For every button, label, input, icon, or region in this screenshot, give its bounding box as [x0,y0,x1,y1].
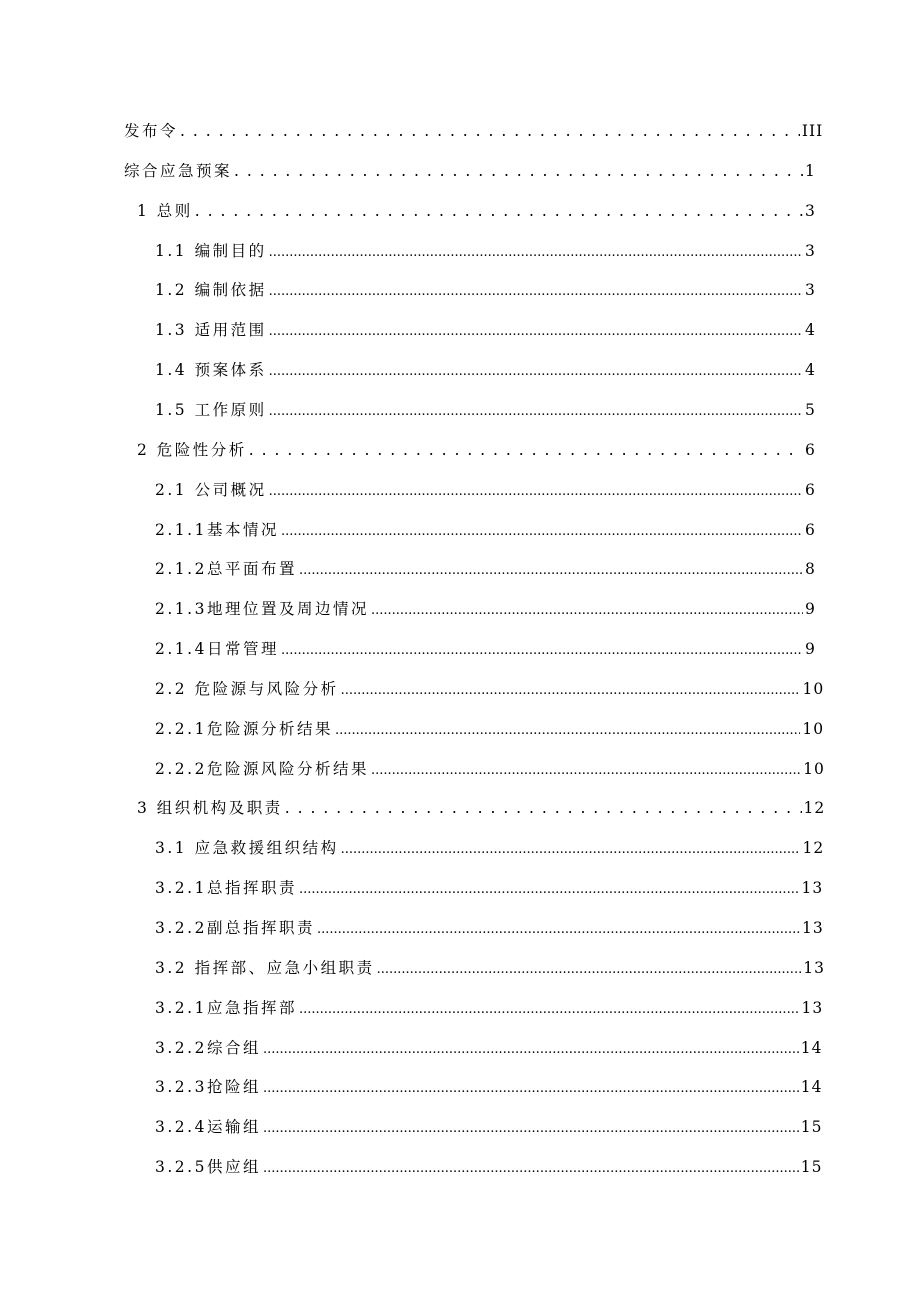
toc-dot-leader [263,1155,799,1181]
toc-dot-leader [285,796,802,820]
toc-entry-page-number: 9 [805,600,816,619]
toc-entry-page-number: 13 [803,958,826,977]
toc-dot-leader [377,956,802,982]
toc-entry[interactable] [155,996,824,1022]
toc-entry[interactable] [155,478,816,504]
toc-dot-leader [263,1115,799,1141]
toc-entry-label: 3.2.1总指挥职责 [155,879,297,898]
toc-entry-page-number: 15 [800,1118,823,1137]
toc-entry[interactable] [155,1115,823,1141]
toc-entry-label: 1 总则 [137,201,193,220]
toc-entry-label: 3.2.5供应组 [155,1158,261,1177]
toc-entry[interactable] [155,916,824,942]
toc-dot-leader [299,557,803,583]
toc-dot-leader [180,119,800,143]
toc-entry-page-number: 3 [805,241,816,260]
toc-dot-leader [299,996,800,1022]
toc-entry-label: 2 危险性分析 [137,440,247,459]
toc-dot-leader [281,637,803,663]
toc-entry[interactable] [124,159,816,183]
toc-dot-leader [269,239,803,265]
toc-entry-page-number: 10 [803,759,825,778]
toc-dot-leader [299,876,800,902]
toc-dot-leader [269,278,803,304]
toc-entry-label: 3.2.2副总指挥职责 [155,919,315,937]
toc-entry[interactable] [155,1155,823,1181]
toc-entry-label: 2.1.1基本情况 [155,520,279,539]
toc-entry[interactable] [155,717,825,743]
toc-entry-label: 1.5 工作原则 [155,400,267,419]
toc-entry-page-number: 3 [805,281,816,300]
toc-entry-page-number: 4 [805,321,816,340]
toc-entry-label: 发布令 [124,122,179,140]
toc-entry[interactable] [155,956,826,982]
toc-entry-label: 2.2.2危险源风险分析结果 [155,759,369,778]
toc-entry-label: 3.2.1应急指挥部 [155,998,297,1017]
toc-entry-label: 3.2.4运输组 [155,1118,261,1137]
toc-entry-label: 1.3 适用范围 [155,321,267,340]
toc-entry[interactable] [155,518,816,544]
toc-entry-label: 2.1.3地理位置及周边情况 [155,600,369,619]
toc-entry[interactable] [155,637,816,663]
toc-entry-label: 2.1 公司概况 [155,480,267,499]
toc-entry[interactable] [155,557,816,583]
toc-entry-page-number: 6 [805,440,816,459]
toc-entry-page-number: 9 [805,640,816,659]
toc-entry-page-number: 12 [802,839,825,858]
toc-entry[interactable] [155,836,825,862]
toc-dot-leader [195,199,803,223]
toc-dot-leader [269,478,803,504]
toc-entry[interactable] [155,1075,823,1101]
toc-entry-label: 2.1.4日常管理 [155,640,279,659]
toc-entry[interactable] [155,1036,823,1062]
toc-entry[interactable] [155,318,816,344]
toc-entry-page-number: III [801,122,824,140]
toc-entry-label: 3 组织机构及职责 [137,799,283,818]
toc-entry-page-number: 5 [805,400,816,419]
toc-entry-page-number: 3 [805,201,816,220]
toc-entry-page-number: 6 [805,480,816,499]
toc-dot-leader [249,438,803,462]
toc-entry[interactable] [155,677,825,703]
toc-entry[interactable] [124,119,824,143]
toc-entry-label: 2.2.1危险源分析结果 [155,719,333,738]
toc-dot-leader [341,677,801,703]
toc-entry-page-number: 15 [800,1158,823,1177]
toc-entry-page-number: 1 [805,161,816,180]
toc-entry-page-number: 4 [805,361,816,380]
toc-entry-page-number: 13 [801,919,824,937]
toc-dot-leader [269,318,803,344]
toc-entry[interactable] [155,358,816,384]
toc-entry-label: 1.2 编制依据 [155,281,267,300]
toc-dot-leader [335,717,800,743]
toc-entry[interactable] [137,438,816,462]
toc-entry-page-number: 14 [800,1078,823,1097]
toc-entry-label: 3.2.2综合组 [155,1038,261,1057]
toc-entry-page-number: 13 [801,998,824,1017]
toc-entry-label: 2.2 危险源与风险分析 [155,679,339,698]
toc-entry-page-number: 14 [800,1038,823,1057]
toc-entry[interactable] [155,278,816,304]
toc-dot-leader [371,757,801,783]
toc-dot-leader [317,916,800,942]
toc-entry[interactable] [155,239,816,265]
toc-entry-page-number: 10 [802,679,825,698]
toc-entry-label: 3.2.3抢险组 [155,1078,261,1097]
toc-dot-leader [263,1075,799,1101]
toc-entry-label: 综合应急预案 [124,161,233,180]
toc-entry-label: 1.4 预案体系 [155,361,267,380]
toc-entry[interactable] [137,199,816,223]
toc-dot-leader [269,398,803,424]
toc-entry-label: 2.1.2总平面布置 [155,560,297,579]
toc-entry-page-number: 6 [805,520,816,539]
toc-dot-leader [281,518,803,544]
toc-dot-leader [371,597,803,623]
toc-entry[interactable] [137,796,826,820]
toc-entry-page-number: 12 [803,799,826,818]
toc-dot-leader [234,159,803,183]
toc-entry-page-number: 8 [805,560,816,579]
toc-entry[interactable] [155,398,816,424]
toc-entry[interactable] [155,597,816,623]
toc-entry-page-number: 13 [801,879,824,898]
toc-dot-leader [263,1036,799,1062]
toc-entry[interactable] [155,757,825,783]
toc-dot-leader [341,836,801,862]
toc-dot-leader [269,358,803,384]
toc-entry-label: 3.2 指挥部、应急小组职责 [155,958,375,977]
toc-entry-label: 3.1 应急救援组织结构 [155,839,339,858]
toc-entry-label: 1.1 编制目的 [155,241,267,260]
toc-entry[interactable] [155,876,824,902]
toc-entry-page-number: 10 [802,719,825,738]
